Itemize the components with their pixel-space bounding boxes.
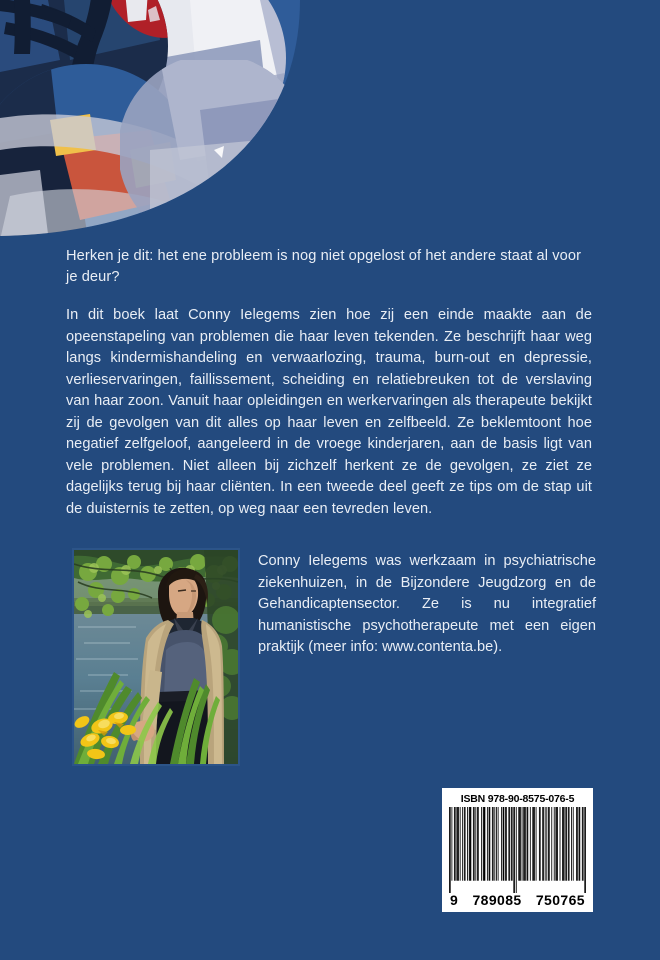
author-bio-text: Conny Ielegems was werkzaam in psychiatrische ziekenhuizen, in de Bijzondere Jeugdzorg en de Gehandicaptensector. Ze is nu integratief humanistische psychotherapeute met een eigen praktijk (meer info: www.contenta.be).	[258, 553, 596, 655]
isbn-barcode	[442, 788, 593, 912]
barcode-digit-left: 9	[450, 892, 459, 908]
blurb-text-block	[66, 246, 592, 520]
abstract-circles-artwork	[0, 0, 340, 240]
isbn-label: ISBN 978-90-8575-076-5	[460, 793, 575, 805]
blurb-body-paragraph: In dit boek laat Conny Ielegems zien hoe zij een einde maakte aan de opeenstapeling van problemen die haar leven tekenden. Ze beschrijft haar weg langs kindermishandeling en verwaarlozing, trauma, burn-out en depressie, verlieservaringen, faillissement, scheiding en relatiebreuken tot de verslaving van haar zoon. Vanuit haar opleidingen en werkervaringen als therapeute bekijkt zij de gevolgen van dit alles op haar leven en zelfbeeld. Ze beklemtoont hoe negatief zelfgeloof, aangeleerd in de vroege kinderjaren, aan de basis ligt van vele problemen. Niet alleen bij zichzelf herkent ze de gevolgen, ze ziet ze dagelijks terug bij haar cliënten. In een tweede deel geeft ze tips om de stap uit de duisternis te zetten, op weg naar een tevreden leven.	[66, 307, 592, 517]
barcode-digit-middle: 789085	[472, 892, 522, 908]
barcode-digit-right: 750765	[535, 892, 585, 908]
barcode-bars	[449, 807, 586, 893]
blurb-lead-paragraph: Herken je dit: het ene probleem is nog niet opgelost of het andere staat al voor je deur?	[66, 248, 582, 285]
barcode-digits	[449, 892, 586, 908]
author-photo	[72, 548, 240, 766]
